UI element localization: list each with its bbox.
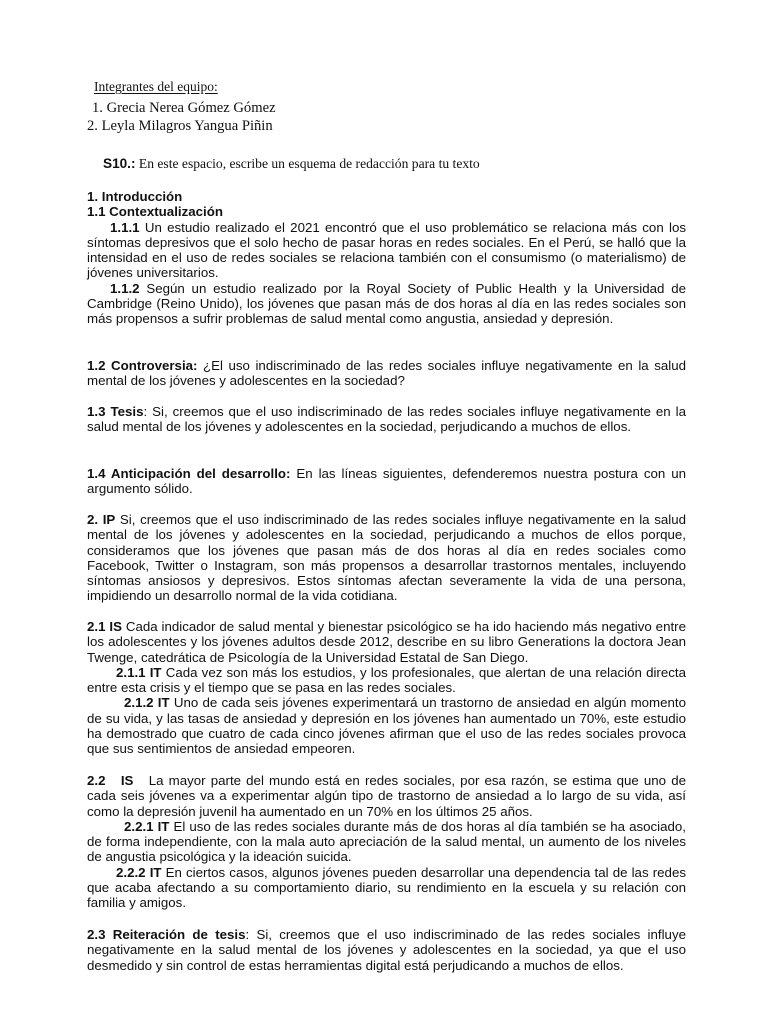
section-2-2	[87, 773, 690, 910]
paragraph-is-2-2: 2.2 IS La mayor parte del mundo está en redes sociales, por esa razón, se estima que uno de cada seis jóvenes va a experimentar algún tipo de trastorno de ansiedad a lo largo de su vida, así como la depresión juvenil ha aumentado en un 70% en los últimos 25 años.	[87, 773, 690, 819]
paragraph-tesis: 1.3 Tesis: Si, creemos que el uso indiscriminado de las redes sociales influye negativamente en la salud mental de los jóvenes y adolescentes en la sociedad, perjudicando a muchos de ellos.	[87, 404, 686, 435]
paragraph-1-1-2: 1.1.2 Según un estudio realizado por la Royal Society of Public Health y la Universidad de Cambridge (Reino Unido), los jóvenes que pasan más de dos horas al día en las redes sociales son más propensos a sufrir problemas de salud mental como angustia, ansiedad y depresión.	[87, 280, 686, 326]
paragraph-is-2-1: 2.1 IS Cada indicador de salud mental y bienestar psicológico se ha ido haciendo más negativo entre los adolescentes y los jóvenes adultos desde 2012, describe en su libro Generations la doctora Jean Twenge, catedrática de Psicología de la Universidad Estatal de San Diego.	[87, 619, 686, 665]
heading-contextualizacion: 1.1 Contextualización	[87, 204, 223, 220]
paragraph-it-2-1-2: 2.1.2 IT Uno de cada seis jóvenes experimentará un trastorno de ansiedad en algún momento de su vida, y las tasas de ansiedad y depresión en los jóvenes han aumentado un 70%, este estudio ha demostrado que cuatro de cada cinco jóvenes afirman que el uso de las redes sociales provoca que sus sentimientos de ansiedad empeoren.	[87, 695, 687, 756]
section-2-1	[87, 619, 686, 756]
section-introduccion	[87, 189, 686, 326]
paragraph-1-1-1: 1.1.1 Un estudio realizado el 2021 encontró que el uso problemático se relaciona más con los síntomas depresivos que el solo hecho de pasar horas en redes sociales. En el Perú, se halló que la intensidad en el uso de redes sociales se relaciona también con el consumismo (o materialismo) de jóvenes universitarios.	[87, 219, 686, 281]
paragraph-ip: 2. IP Si, creemos que el uso indiscriminado de las redes sociales influye negativamente en la salud mental de los jóvenes y adolescentes en la sociedad, perjudicando a muchos de ellos porque, consideramos que los jóvenes que pasan más de dos horas al día en redes sociales como Facebook, Twitter o Instagram, son más propensos a desarrollar trastornos mentales, incluyendo síntomas ansiosos y depresivos. Estos síntomas afectan severamente la vida de una persona, impidiendo un desarrollo normal de la vida cotidiana.	[87, 512, 686, 604]
s10-label: S10.:	[103, 156, 136, 171]
team-title: Integrantes del equipo:	[94, 79, 218, 94]
paragraph-it-2-2-2: 2.2.2 IT En ciertos casos, algunos jóvenes pueden desarrollar una dependencia tal de las redes que acaba afectando a su comportamiento diario, su rendimiento en la escuela y su relación con familia y amigos.	[87, 864, 686, 910]
s10-instruction: S10.: En este espacio, escribe un esquema de redacción para tu texto	[103, 156, 480, 171]
paragraph-anticipacion: 1.4 Anticipación del desarrollo: En las líneas siguientes, defenderemos nuestra postura con un argumento sólido.	[87, 466, 686, 497]
paragraph-it-2-1-1: 2.1.1 IT Cada vez son más los estudios, y los profesionales, que alertan de una relación directa entre esta crisis y el tiempo que se pasa en las redes sociales.	[87, 664, 686, 695]
team-member-1: 1. Grecia Nerea Gómez Gómez	[92, 100, 276, 116]
paragraph-it-2-2-1: 2.2.1 IT El uso de las redes sociales durante más de dos horas al día también se ha asociado, de forma independiente, con la mala auto apreciación de la salud mental, un aumento de los niveles de angustia psicológica y la ideación suicida.	[87, 818, 686, 865]
heading-introduccion: 1. Introducción	[87, 189, 183, 204]
paragraph-controversia: 1.2 Controversia: ¿El uso indiscriminado de las redes sociales influye negativamente en la salud mental de los jóvenes y adolescentes en la sociedad?	[87, 358, 686, 389]
paragraph-reiteracion: 2.3 Reiteración de tesis: Si, creemos que el uso indiscriminado de las redes sociales influye negativamente en la salud mental de los jóvenes y adolescentes en la sociedad, ya que el uso desmedido y sin control de estas herramientas digital está perjudicando a muchos de ellos.	[87, 927, 686, 973]
team-member-2: 2. Leyla Milagros Yangua Piñin	[87, 118, 273, 134]
